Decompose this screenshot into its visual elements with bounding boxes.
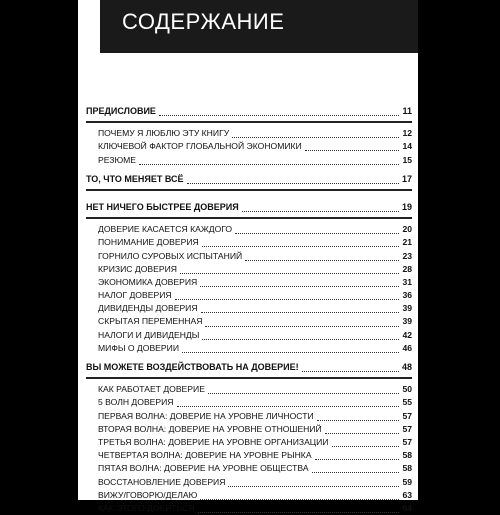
dot-leader <box>242 203 399 212</box>
toc-entry-label: НАЛОГ ДОВЕРИЯ <box>98 290 172 301</box>
toc-entry-row[interactable] <box>86 476 412 489</box>
dot-leader <box>315 451 400 460</box>
toc-page-number: 14 <box>402 141 412 152</box>
toc-entry-label: 5 ВОЛН ДОВЕРИЯ <box>98 397 174 408</box>
dot-leader <box>205 318 399 327</box>
section-rule <box>86 377 412 379</box>
toc-entry-row[interactable] <box>86 436 412 449</box>
toc-entry-row[interactable] <box>86 329 412 342</box>
dot-leader <box>198 504 400 513</box>
toc-section-row[interactable] <box>86 201 412 214</box>
dot-leader <box>202 238 400 247</box>
toc-page-number: 63 <box>402 489 412 500</box>
toc-entry-row[interactable] <box>86 342 412 355</box>
toc-page-number: 46 <box>402 342 412 353</box>
dot-leader <box>245 252 399 261</box>
dot-leader <box>332 438 400 447</box>
dot-leader <box>177 398 400 407</box>
toc-page-number: 11 <box>402 106 412 116</box>
toc-page-number: 21 <box>402 237 412 248</box>
toc-page-number: 31 <box>402 276 412 287</box>
toc-page-number: 19 <box>401 201 412 212</box>
toc-entry-row[interactable] <box>86 127 412 140</box>
toc-entry-label: ПРЕДИСЛОВИЕ <box>86 106 156 116</box>
toc-page-number: 15 <box>402 154 412 165</box>
toc-entry-row[interactable] <box>86 250 412 263</box>
toc-entry-label: ДОВЕРИЕ КАСАЕТСЯ КАЖДОГО <box>98 224 233 235</box>
toc-page-number: 59 <box>402 476 412 487</box>
dot-leader <box>232 129 399 138</box>
toc-page-number: 36 <box>402 290 412 301</box>
page-title: СОДЕРЖАНИЕ <box>122 9 285 34</box>
toc-entry-row[interactable] <box>86 410 412 423</box>
dot-leader <box>200 278 399 287</box>
toc-entry-row[interactable] <box>86 302 412 315</box>
toc-entry-row[interactable] <box>86 276 412 289</box>
toc-page-number: 57 <box>402 423 412 434</box>
dot-leader <box>200 491 399 500</box>
toc-page-number: 39 <box>402 316 412 327</box>
dot-leader <box>182 344 399 353</box>
toc-entry-row[interactable] <box>86 140 412 153</box>
toc-entry-label: КРИЗИС ДОВЕРИЯ <box>98 263 177 274</box>
toc-entry-label: СКРЫТАЯ ПЕРЕМЕННАЯ <box>98 316 203 327</box>
toc-page-number: 50 <box>402 384 412 395</box>
toc-page-number: 28 <box>402 263 412 274</box>
toc-entry-row[interactable] <box>86 223 412 236</box>
dot-leader <box>202 331 399 340</box>
toc-page-number: 64 <box>402 502 412 513</box>
toc-entry-label: ДИВИДЕНДЫ ДОВЕРИЯ <box>98 303 198 314</box>
toc-page-number: 42 <box>402 329 412 340</box>
toc-entry-label: ПОЧЕМУ Я ЛЮБЛЮ ЭТУ КНИГУ <box>98 128 230 139</box>
dot-leader <box>312 464 400 473</box>
toc-entry-row[interactable] <box>86 154 412 167</box>
toc-page-number: 58 <box>402 450 412 461</box>
dot-leader <box>201 304 400 313</box>
toc-entry-label: ПЕРВАЯ ВОЛНА: ДОВЕРИЕ НА УРОВНЕ ЛИЧНОСТИ <box>98 410 314 421</box>
book-page <box>78 0 418 513</box>
toc-page-number: 17 <box>401 173 412 184</box>
toc-page-number: 20 <box>402 224 412 235</box>
toc-page-number: 57 <box>402 410 412 421</box>
toc-entry-label: КЛЮЧЕВОЙ ФАКТОР ГЛОБАЛЬНОЙ ЭКОНОМИКИ <box>98 141 302 152</box>
toc-entry-row[interactable] <box>86 396 412 409</box>
dot-leader <box>317 412 400 421</box>
dot-leader <box>302 363 399 372</box>
section-rule <box>86 217 412 219</box>
table-of-contents <box>86 105 412 515</box>
toc-entry-row[interactable] <box>86 502 412 515</box>
section-rule <box>86 189 412 191</box>
dot-leader <box>228 478 399 487</box>
toc-page-number: 57 <box>402 436 412 447</box>
toc-page-number: 58 <box>402 463 412 474</box>
toc-entry-row[interactable] <box>86 449 412 462</box>
toc-entry-label: МИФЫ О ДОВЕРИИ <box>98 342 179 353</box>
dot-leader <box>159 107 400 116</box>
dot-leader <box>235 225 399 234</box>
toc-entry-label: КАК ЭТОГО ДОБИТЬСЯ <box>98 502 195 513</box>
toc-entry-label: ГОРНИЛО СУРОВЫХ ИСПЫТАНИЙ <box>98 250 243 261</box>
toc-entry-label: ЧЕТВЕРТАЯ ВОЛНА: ДОВЕРИЕ НА УРОВНЕ РЫНКА <box>98 450 312 461</box>
dot-leader <box>187 175 399 184</box>
toc-entry-label: ТО, ЧТО МЕНЯЕТ ВСЁ <box>86 173 184 184</box>
dot-leader <box>139 156 399 165</box>
toc-entry-row[interactable] <box>86 423 412 436</box>
dot-leader <box>180 265 399 274</box>
toc-entry-row[interactable] <box>86 383 412 396</box>
toc-section-row[interactable] <box>86 361 412 374</box>
dot-leader <box>305 142 400 151</box>
dot-leader <box>325 425 400 434</box>
section-rule <box>86 121 412 123</box>
toc-page-number: 48 <box>401 362 412 372</box>
toc-entry-label: ПОНИМАНИЕ ДОВЕРИЯ <box>98 237 199 248</box>
toc-page-number: 12 <box>402 128 412 139</box>
dot-leader <box>208 385 400 394</box>
toc-entry-label: ПЯТАЯ ВОЛНА: ДОВЕРИЕ НА УРОВНЕ ОБЩЕСТВА <box>98 463 309 474</box>
toc-page-number: 23 <box>402 250 412 261</box>
toc-entry-row[interactable] <box>86 263 412 276</box>
toc-entry-label: КАК РАБОТАЕТ ДОВЕРИЕ <box>98 384 205 395</box>
header-block <box>100 0 418 53</box>
toc-entry-label: ВОССТАНОВЛЕНИЕ ДОВЕРИЯ <box>98 476 226 487</box>
toc-page-number: 55 <box>402 397 412 408</box>
toc-entry-label: НАЛОГИ И ДИВИДЕНДЫ <box>98 329 200 340</box>
toc-entry-row[interactable] <box>86 489 412 502</box>
toc-entry-row[interactable] <box>86 289 412 302</box>
toc-entry-label: ВЫ МОЖЕТЕ ВОЗДЕЙСТВОВАТЬ НА ДОВЕРИЕ! <box>86 362 299 372</box>
toc-entry-label: РЕЗЮМЕ <box>98 154 137 165</box>
toc-section-row[interactable] <box>86 173 412 186</box>
toc-entry-label: ТРЕТЬЯ ВОЛНА: ДОВЕРИЕ НА УРОВНЕ ОРГАНИЗАЦИИ <box>98 436 329 447</box>
toc-page-number: 39 <box>402 303 412 314</box>
toc-entry-row[interactable] <box>86 236 412 249</box>
toc-section-row[interactable] <box>86 105 412 118</box>
toc-entry-label: ЭКОНОМИКА ДОВЕРИЯ <box>98 276 198 287</box>
toc-entry-label: НЕТ НИЧЕГО БЫСТРЕЕ ДОВЕРИЯ <box>86 201 239 212</box>
toc-entry-row[interactable] <box>86 462 412 475</box>
dot-leader <box>175 291 400 300</box>
toc-entry-row[interactable] <box>86 315 412 328</box>
toc-entry-label: ВИЖУ/ГОВОРЮ/ДЕЛАЮ <box>98 489 198 500</box>
toc-entry-label: ВТОРАЯ ВОЛНА: ДОВЕРИЕ НА УРОВНЕ ОТНОШЕНИЙ <box>98 423 322 434</box>
